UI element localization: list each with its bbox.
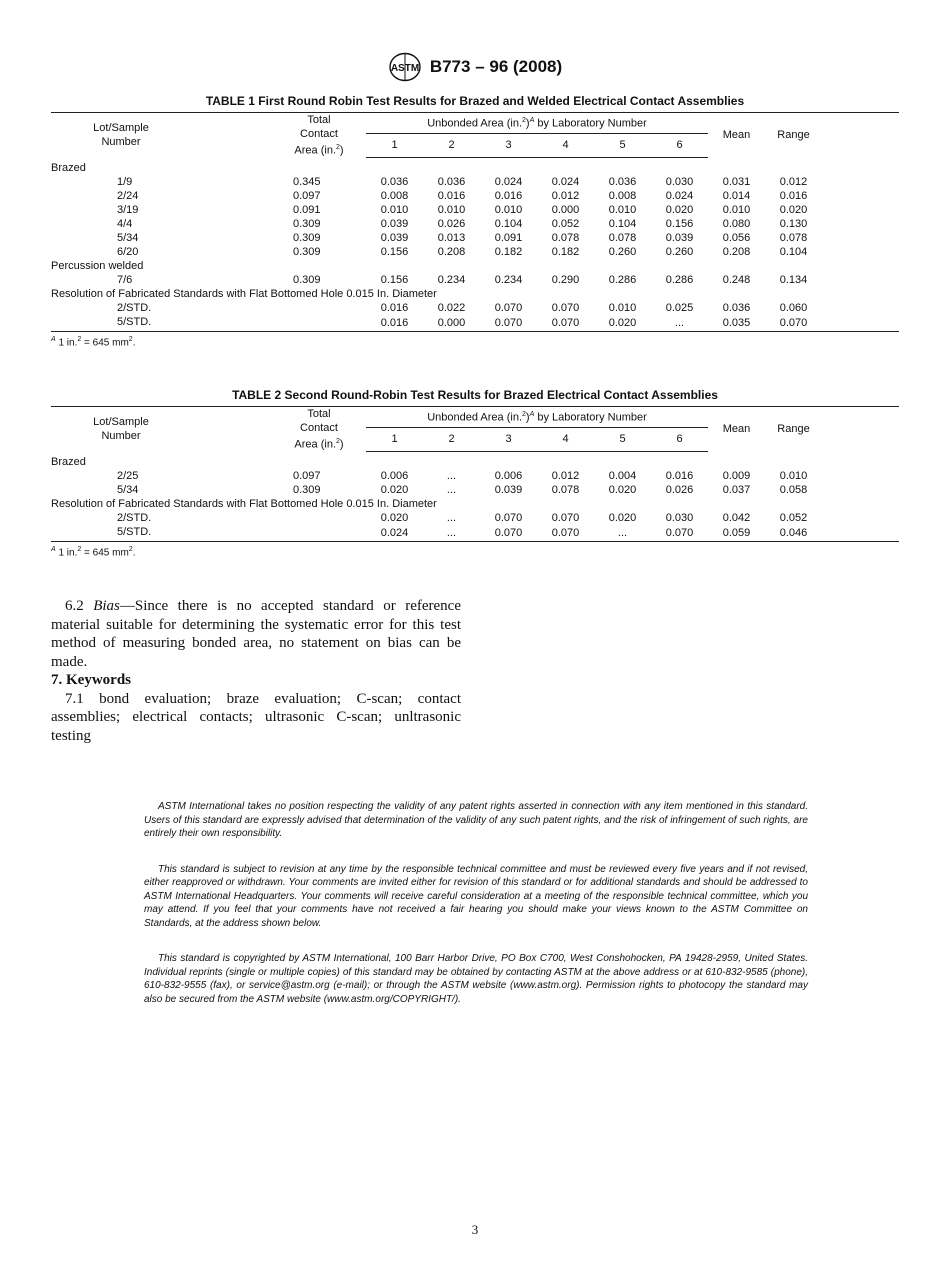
table-1-grid xyxy=(51,112,899,332)
astm-logo-icon xyxy=(388,52,422,82)
table-row: 2/STD. 0.016 0.022 0.070 0.070 0.010 0.025 0.036 0.060 xyxy=(117,302,808,315)
table-2-grid xyxy=(51,406,899,542)
table-row: 7/6 0.309 0.156 0.234 0.234 0.290 0.286 0.286 0.248 0.134 xyxy=(117,274,808,287)
lot-header: Lot/Sample Number xyxy=(51,113,191,158)
table-row: 1/9 0.345 0.036 0.036 0.024 0.024 0.036 0.030 0.031 0.012 xyxy=(117,176,808,189)
area-header: Total Contact Area (in.$^2$) xyxy=(191,407,366,452)
lab-header: 1 xyxy=(366,133,423,157)
lab-header: 6 xyxy=(651,133,708,157)
section-label: Brazed xyxy=(51,162,86,175)
table-1-body xyxy=(51,158,899,332)
table-row: 2/25 0.097 0.006 ... 0.006 0.012 0.004 0.016 0.009 0.010 xyxy=(117,470,808,483)
bias-paragraph: 6.2 Bias—Since there is no accepted standard or reference material suitable for determining the systematic error for this test method of measuring bonded area, no statement on bias can be made. xyxy=(51,598,461,670)
table-1-footnote: $^A$ 1 in.$^2$ = 645 $mm^2$. xyxy=(51,336,136,349)
mean-header: Mean xyxy=(708,407,765,452)
table-row: 2/24 0.097 0.008 0.016 0.016 0.012 0.008 0.024 0.014 0.016 xyxy=(117,190,808,203)
section-label: Resolution of Fabricated Standards with Flat Bottomed Hole 0.015 In. Diameter xyxy=(51,288,437,301)
lab-header: 2 xyxy=(423,427,480,451)
table-row: 6/20 0.309 0.156 0.208 0.182 0.182 0.260 0.260 0.208 0.104 xyxy=(117,246,808,259)
range-header: Range xyxy=(765,407,822,452)
mean-header: Mean xyxy=(708,113,765,158)
table-row: 5/34 0.309 0.020 ... 0.039 0.078 0.020 0.026 0.037 0.058 xyxy=(117,484,808,497)
copyright-notice: This standard is copyrighted by ASTM International, 100 Barr Harbor Drive, PO Box C700, West Conshohocken, PA 19428-2959, United States. Individual reprints (single or multiple copies) of this standard may be obtained by contacting ASTM at the above address or at 610-832-9585 (phone), 610-832-9555 (fax), or service@astm.org (e-mail); or through the ASTM website (www.astm.org). Permission rights to photocopy the standard may also be secured from the ASTM website (www.astm.org/COPYRIGHT/). xyxy=(144,953,808,1005)
lot-header: Lot/Sample Number xyxy=(51,407,191,452)
lab-header: 4 xyxy=(537,427,594,451)
section-label: Percussion welded xyxy=(51,260,144,273)
table-row: 5/34 0.309 0.039 0.013 0.091 0.078 0.078 0.039 0.056 0.078 xyxy=(117,232,808,245)
table-1 xyxy=(51,94,899,348)
section-label: Resolution of Fabricated Standards with Flat Bottomed Hole 0.015 In. Diameter xyxy=(51,498,437,511)
lab-header: 1 xyxy=(366,427,423,451)
table-2-footnote: $^A$ 1 in.$^2$ = 645 $mm^2$. xyxy=(51,546,136,559)
table-1-title: TABLE 1 First Round Robin Test Results for Brazed and Welded Electrical Contact Assemblies xyxy=(205,94,745,108)
keywords-paragraph: 7.1 bond evaluation; braze evaluation; C-scan; contact assemblies; electrical contacts; ultrasonic C-scan; unltrasonic testing xyxy=(51,690,461,744)
revision-notice: This standard is subject to revision at any time by the responsible technical committee and must be reviewed every five years and if not revised, either reapproved or withdrawn. Your comments are invited either for revision of this standard or for additional standards and should be addressed to ASTM International Headquarters. Your comments will receive careful consideration at a meeting of the responsible technical committee, which you may attend. If you feel that your comments have not received a fair hearing you should make your views known to the ASTM Committee on Standards, at the address shown below. xyxy=(144,863,808,929)
astm-notices xyxy=(144,800,808,1028)
table-row: 3/19 0.091 0.010 0.010 0.010 0.000 0.010 0.020 0.010 0.020 xyxy=(117,204,808,217)
table-2-body xyxy=(51,452,899,542)
lab-header: 6 xyxy=(651,427,708,451)
page-number: 3 xyxy=(471,1222,479,1237)
svg-text:ASTM: ASTM xyxy=(390,63,419,74)
document-designation: B773 – 96 (2008) xyxy=(429,57,563,76)
unbonded-header: Unbonded Area $(in.^2)^A$ by Laboratory Number xyxy=(366,407,708,428)
page-header xyxy=(0,52,950,87)
lab-header: 4 xyxy=(537,133,594,157)
patent-notice: ASTM International takes no position respecting the validity of any patent rights asserted in connection with any item mentioned in this standard. Users of this standard are expressly advised that determination of the validity of any such patent rights, and the risk of infringement of such rights, are entirely their own responsibility. xyxy=(144,801,808,839)
table-row: 5/STD. 0.016 0.000 0.070 0.070 0.020 ... 0.035 0.070 xyxy=(51,315,899,332)
table-row: 4/4 0.309 0.039 0.026 0.104 0.052 0.104 0.156 0.080 0.130 xyxy=(117,218,808,231)
range-header: Range xyxy=(765,113,822,158)
lab-header: 3 xyxy=(480,427,537,451)
table-2 xyxy=(51,388,899,558)
lab-header: 5 xyxy=(594,133,651,157)
unbonded-header: Unbonded Area $(in.^2)^A$ by Laboratory Number xyxy=(366,113,708,134)
lab-header: 2 xyxy=(423,133,480,157)
table-row: 2/STD. 0.020 ... 0.070 0.070 0.020 0.030 0.042 0.052 xyxy=(117,512,808,525)
lab-header: 3 xyxy=(480,133,537,157)
section-label: Brazed xyxy=(51,456,86,469)
table-row: 5/STD. 0.024 ... 0.070 0.070 ... 0.070 0.059 0.046 xyxy=(51,525,899,542)
lab-header: 5 xyxy=(594,427,651,451)
body-text xyxy=(51,597,461,745)
area-header: Total Contact Area (in.$^2$) xyxy=(191,113,366,158)
keywords-heading: 7. Keywords xyxy=(51,672,131,688)
table-2-title: TABLE 2 Second Round-Robin Test Results for Brazed Electrical Contact Assemblies xyxy=(232,388,718,402)
